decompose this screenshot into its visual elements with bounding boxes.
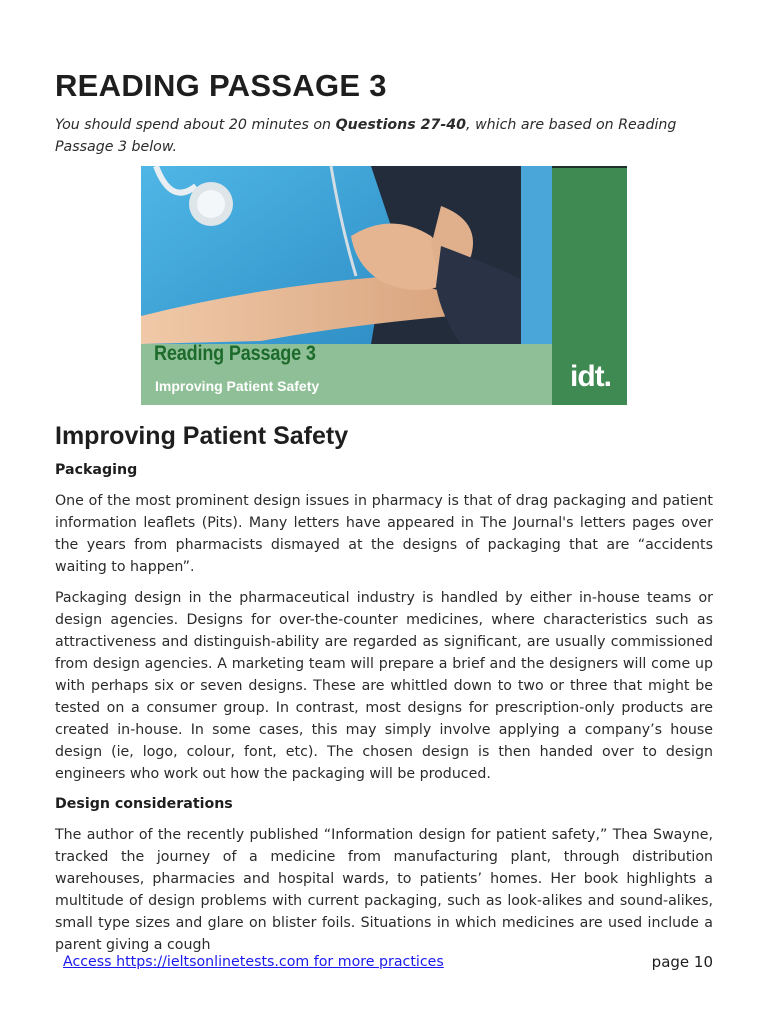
section-heading-packaging: Packaging — [55, 462, 138, 478]
page-number: page 10 — [651, 953, 713, 971]
instructions — [55, 114, 713, 158]
instructions-text-end: , which are based on Reading Passage 3 below. — [55, 117, 677, 155]
paragraph-2: Packaging design in the pharmaceutical industry is handled by either in-house teams or design agencies. Designs for over-the-counter medicines, where characteristics such as attractiveness and distinguish-ability are regarded as significant, are usually commissioned from design agencies. A marketing team will prepare a brief and the designers will come up with perhaps six or seven designs. These are whittled down to two or three that might be tested on a consumer group. In contrast, most designs for prescription-only products are created in-house. In some cases, this may simply involve applying a company’s house design (ie, logo, colour, font, etc). The chosen design is then handed over to design engineers who work out how the packaging will be produced. — [55, 590, 713, 782]
banner-subtitle: Improving Patient Safety — [155, 378, 320, 394]
banner-title: Reading Passage 3 — [154, 342, 316, 365]
article-title: Improving Patient Safety — [55, 422, 349, 450]
page-title: READING PASSAGE 3 — [55, 68, 387, 103]
paragraph-3: The author of the recently published “Information design for patient safety,” Thea Swayne, tracked the journey of a medicine from manufacturing plant, through distribution warehouses, pharmacies and hospital wards, to patients’ homes. Her book highlights a multitude of design problems with current packaging, such as look-alikes and sound-alikes, small type sizes and glare on blister foils. Situations in which medicines are used include a parent giving a cough — [55, 827, 713, 953]
paragraph-1: One of the most prominent design issues in pharmacy is that of drag packaging and patient information leaflets (Pits). Many letters have appeared in The Journal's letters pages over the years from pharmacists dismayed at the designs of packaging that are “accidents waiting to happen”. — [55, 493, 713, 575]
footer-practice-link[interactable]: Access https://ieltsonlinetests.com for more practices — [63, 954, 444, 970]
section-heading-design: Design considerations — [55, 796, 233, 812]
instructions-text: You should spend about 20 minutes on — [55, 117, 336, 133]
idt-logo: idt. — [570, 360, 611, 393]
passage-banner-image — [141, 166, 627, 405]
instructions-questions: Questions 27-40 — [335, 117, 467, 133]
nurse-holding-hands-photo — [141, 166, 552, 344]
